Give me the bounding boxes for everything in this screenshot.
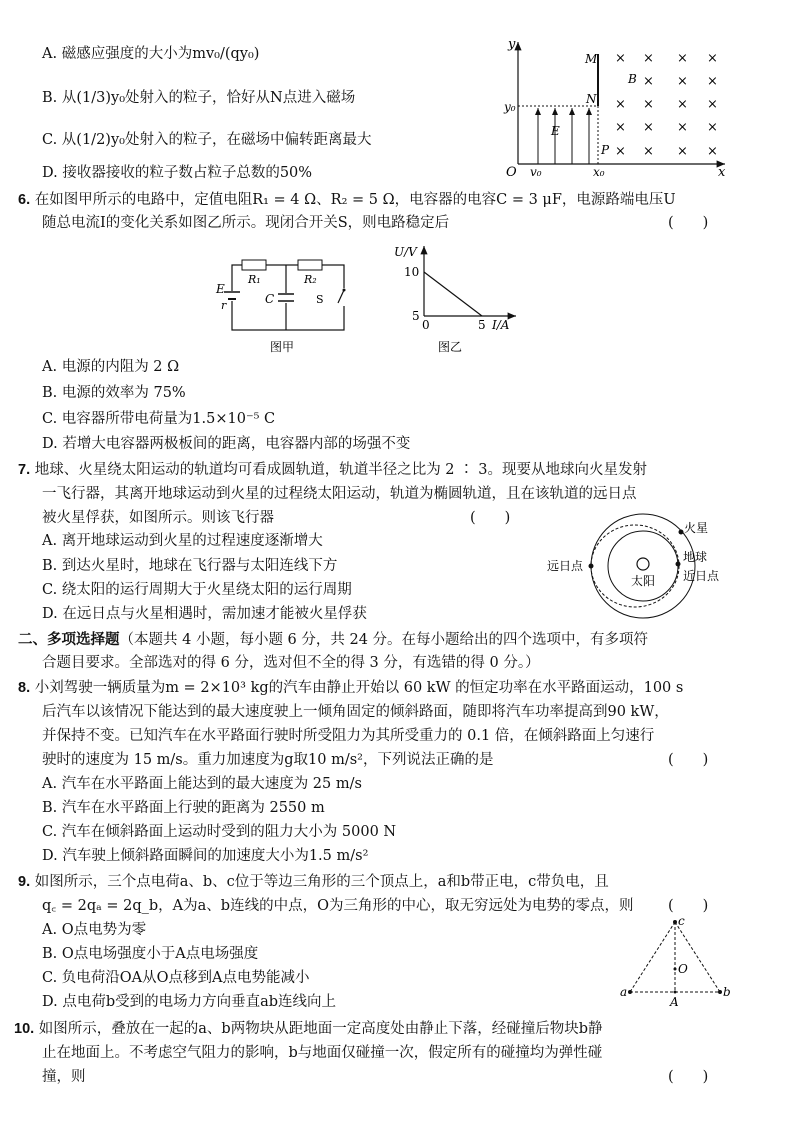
- q7-stem1: 地球、火星绕太阳运动的轨道均可看成圆轨道，轨道半径之比为 2 ∶ 3。现要从地球向火星发射: [34, 462, 647, 478]
- label-midpoint-a: A: [670, 995, 679, 1009]
- perihelion-label: 近日点: [683, 569, 720, 583]
- q6-stem2: 随总电流I的变化关系如图乙所示。现闭合开关S，则电路稳定后: [42, 215, 450, 231]
- label-s: S: [316, 293, 324, 306]
- q9-option-d: D. 点电荷b受到的电场力方向垂直ab连线向上: [42, 994, 337, 1010]
- u-axis-label: U/V: [394, 245, 417, 259]
- sun-label: 太阳: [631, 574, 656, 588]
- q7-option-a: A. 离开地球运动到火星的过程速度逐渐增大: [42, 533, 323, 549]
- q8-stem1: 小刘驾驶一辆质量为m = 2×10³ kg的汽车由静止开始以 60 kW 的恒定功率在水平路面运动，100 s: [34, 680, 684, 696]
- q9-option-a: A. O点电势为零: [42, 922, 147, 938]
- section-2-desc2: 合题目要求。全部选对的得 6 分，选对但不全的得 3 分，有选错的得 0 分。）: [42, 655, 540, 671]
- svg-text:×: ×: [615, 144, 626, 159]
- label-a: a: [620, 985, 628, 999]
- q6-number: 6.: [18, 192, 31, 208]
- q5-option-d: D. 接收器接收的粒子数占粒子总数的50%: [42, 165, 313, 181]
- triangle-side-ca: [630, 922, 675, 992]
- svg-text:×: ×: [643, 51, 654, 66]
- q9-stem-line1: [18, 872, 609, 892]
- center-o: [674, 968, 677, 971]
- svg-text:×: ×: [677, 97, 688, 112]
- q8-number: 8.: [18, 680, 31, 696]
- label-b: b: [723, 985, 731, 999]
- q5-option-a-text: A. 磁感应强度的大小为mv₀/(qy₀): [42, 46, 260, 62]
- q8-stem-line1: [18, 678, 683, 698]
- label-r1: R₁: [248, 273, 261, 286]
- q6-stem-line1: [18, 190, 676, 210]
- q9-number: 9.: [18, 874, 31, 890]
- q9-option-c: C. 负电荷沿OA从O点移到A点电势能减小: [42, 970, 310, 986]
- q8-option-b: B. 汽车在水平路面上行驶的距离为 2550 m: [42, 800, 325, 816]
- q7-option-b: B. 到达火星时，地球在飞行器与太阳连线下方: [42, 558, 338, 574]
- origin-label: O: [506, 165, 517, 178]
- q8-option-d: D. 汽车驶上倾斜路面瞬间的加速度大小为1.5 m/s²: [42, 848, 369, 864]
- svg-text:×: ×: [677, 51, 688, 66]
- label-E: E: [551, 124, 560, 138]
- q10-stem2: 止在地面上。不考虑空气阻力的影响，b与地面仅碰撞一次，假定所有的碰撞均为弹性碰: [42, 1045, 603, 1061]
- earth-dot: [676, 562, 681, 567]
- sun: [637, 558, 649, 570]
- resistor-r1: [242, 260, 266, 270]
- q5-option-c: C. 从(1/2)y₀处射入的粒子，在磁场中偏转距离最大: [42, 132, 372, 148]
- label-e: E: [216, 282, 225, 296]
- transfer-orbit: [591, 525, 679, 607]
- q8-stem4: 驶时的速度为 15 m/s。重力加速度为g取10 m/s²，下列说法正确的是: [42, 752, 494, 768]
- mars-dot: [679, 530, 684, 535]
- q8-option-c: C. 汽车在倾斜路面上运动时受到的阻力大小为 5000 N: [42, 824, 397, 840]
- svg-text:×: ×: [677, 120, 688, 135]
- q10-stem-line1: [14, 1019, 603, 1039]
- section-2-desc1: （本题共 4 小题，每小题 6 分，共 24 分。在每小题给出的四个选项中，有多项符: [119, 632, 649, 648]
- section-2-line1: [18, 630, 648, 650]
- q8-stem2: 后汽车以该情况下能达到的最大速度驶上一倾角固定的倾斜路面，随即将汽车功率提高到90 kW，: [42, 704, 669, 720]
- y-tick-10: 10: [404, 265, 420, 279]
- x0-label: x₀: [593, 165, 605, 178]
- svg-text:×: ×: [707, 120, 718, 135]
- triangle-side-cb: [675, 922, 720, 992]
- fig-b-caption: 图乙: [438, 340, 463, 354]
- charge-c: [673, 920, 677, 924]
- midpoint-a: [674, 991, 677, 994]
- y-axis-label: y: [508, 37, 516, 52]
- label-c: C: [265, 292, 275, 306]
- magnetic-field-crosses: [615, 51, 718, 159]
- q8-answer-paren[interactable]: ( ): [668, 752, 709, 768]
- q7-option-c: C. 绕太阳的运行周期大于火星绕太阳的运行周期: [42, 582, 352, 598]
- ui-line: [424, 272, 482, 316]
- q5-option-a: [42, 44, 259, 64]
- q6-option-c: C. 电容器所带电荷量为1.5×10⁻⁵ C: [42, 411, 276, 427]
- label-r2: R₂: [304, 273, 317, 286]
- q6-circuit-diagram: [212, 255, 357, 355]
- charge-b: [718, 990, 722, 994]
- svg-text:×: ×: [707, 144, 718, 159]
- q5-field-diagram: [500, 36, 730, 178]
- label-r: r: [221, 299, 227, 312]
- q9-stem1: 如图所示，三个点电荷a、b、c位于等边三角形的三个顶点上，a和b带正电，c带负电，且: [34, 874, 609, 890]
- aphelion-dot: [589, 564, 594, 569]
- v0-label: v₀: [530, 165, 542, 178]
- q7-orbit-diagram: [545, 512, 745, 622]
- section-2-title: 二、多项选择题: [18, 632, 120, 648]
- mars-label: 火星: [684, 521, 709, 535]
- svg-text:×: ×: [643, 120, 654, 135]
- q6-answer-paren[interactable]: ( ): [668, 215, 709, 231]
- q9-answer-paren[interactable]: ( ): [668, 898, 709, 914]
- svg-text:×: ×: [643, 97, 654, 112]
- charge-a: [628, 990, 632, 994]
- q6-option-a: A. 电源的内阻为 2 Ω: [42, 359, 180, 375]
- x-axis-label: x: [718, 165, 726, 178]
- label-o: O: [678, 962, 688, 976]
- q7-stem-line1: [18, 460, 647, 480]
- svg-text:×: ×: [615, 97, 626, 112]
- y0-label: y₀: [504, 100, 516, 114]
- svg-text:×: ×: [643, 144, 654, 159]
- q7-number: 7.: [18, 462, 31, 478]
- fig-a-caption: 图甲: [270, 340, 295, 354]
- q10-answer-paren[interactable]: ( ): [668, 1069, 709, 1085]
- q10-stem1: 如图所示，叠放在一起的a、b两物块从距地面一定高度处由静止下落，经碰撞后物块b静: [38, 1021, 603, 1037]
- label-B: B: [628, 72, 637, 86]
- q9-option-b: B. O点电场强度小于A点电场强度: [42, 946, 259, 962]
- earth-label: 地球: [683, 550, 708, 564]
- i-axis-label: I/A: [492, 318, 510, 332]
- svg-text:×: ×: [707, 97, 718, 112]
- resistor-r2: [298, 260, 322, 270]
- svg-text:×: ×: [677, 144, 688, 159]
- q5-option-b: B. 从(1/3)y₀处射入的粒子，恰好从N点进入磁场: [42, 90, 356, 106]
- svg-text:×: ×: [707, 74, 718, 89]
- label-M: M: [585, 52, 598, 66]
- label-N: N: [586, 92, 597, 106]
- q6-stem1: 在如图甲所示的电路中，定值电阻R₁ = 4 Ω、R₂ = 5 Ω，电容器的电容C = 3 μF，电源路端电压U: [34, 192, 676, 208]
- q7-answer-paren[interactable]: ( ): [470, 510, 511, 526]
- svg-text:×: ×: [707, 51, 718, 66]
- aphelion-label: 远日点: [547, 559, 584, 573]
- q6-option-b: B. 电源的效率为 75%: [42, 385, 186, 401]
- q6-option-d: D. 若增大电容器两极板间的距离，电容器内部的场强不变: [42, 436, 411, 452]
- svg-text:×: ×: [615, 120, 626, 135]
- q10-stem3: 撞，则: [42, 1069, 86, 1085]
- x-tick-0: 0: [422, 318, 430, 332]
- svg-text:×: ×: [643, 74, 654, 89]
- q10-number: 10.: [14, 1021, 35, 1037]
- y-tick-5: 5: [412, 309, 420, 323]
- x-tick-5: 5: [478, 318, 486, 332]
- q7-option-d: D. 在远日点与火星相遇时，需加速才能被火星俘获: [42, 606, 367, 622]
- q8-option-a: A. 汽车在水平路面上能达到的最大速度为 25 m/s: [42, 776, 362, 792]
- q9-stem2: q꜀ = 2qₐ = 2q_b，A为a、b连线的中点，O为三角形的中心，取无穷远处为电势的零点，则: [42, 898, 634, 914]
- svg-text:×: ×: [615, 51, 626, 66]
- label-c: c: [678, 914, 685, 928]
- q7-stem2: 一飞行器，其离开地球运动到火星的过程绕太阳运动，轨道为椭圆轨道，且在该轨道的远日点: [42, 486, 637, 502]
- label-P: P: [601, 143, 610, 157]
- q7-stem3: 被火星俘获，如图所示。则该飞行器: [42, 510, 274, 526]
- q8-stem3: 并保持不变。已知汽车在水平路面行驶时所受阻力为其所受重力的 0.1 倍，在倾斜路面上匀速行: [42, 728, 655, 744]
- q9-triangle-diagram: [615, 912, 735, 1010]
- q6-ui-graph: [390, 240, 520, 355]
- svg-text:×: ×: [677, 74, 688, 89]
